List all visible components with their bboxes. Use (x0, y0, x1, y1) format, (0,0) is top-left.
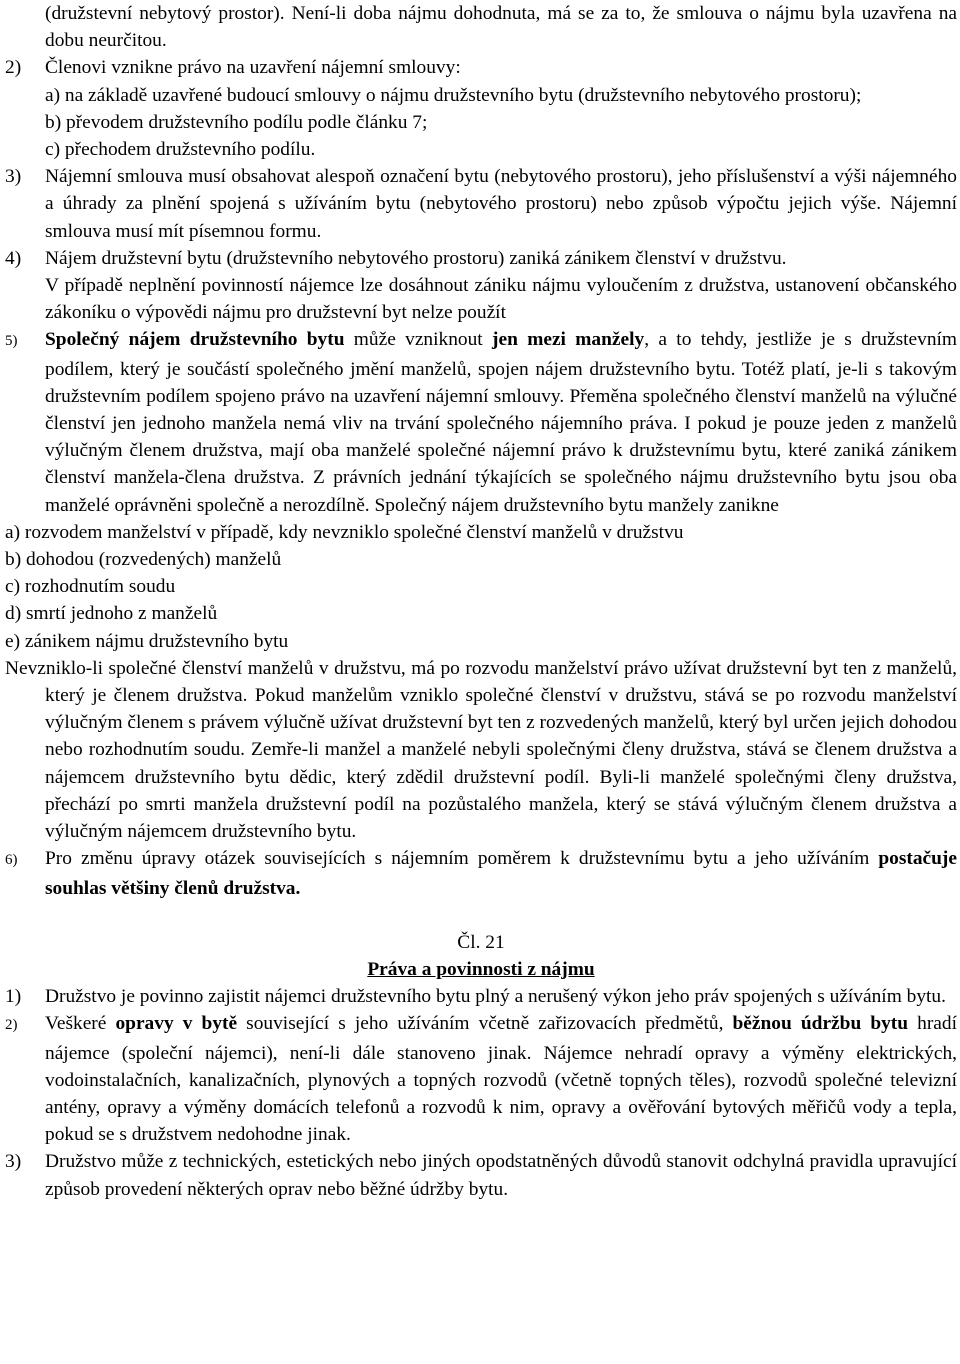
bold-text: postačuje souhlas většiny členů družstva. (45, 848, 957, 899)
list-item: c) rozhodnutím soudu (5, 576, 176, 598)
section-text: Nájemní smlouva musí obsahovat alespoň označení bytu (nebytového prostoru), jeho příslušenství a výši nájemného a úhrady za plnění spojená s užíváním bytu (nebytového prostoru) nebo způsob výpočtu jejich výše. Nájemní smlouva musí mít písemnou formu. (45, 166, 957, 242)
section-4 (5, 245, 957, 327)
list-item: b) převodem družstevního podílu podle článku 7; (45, 111, 428, 133)
article-item-2 (5, 1010, 957, 1148)
section-marker: 6) (5, 852, 18, 869)
article-title: Práva a povinnosti z nájmu (367, 958, 595, 980)
section-text: Družstvo může z technických, estetických nebo jiných opodstatněných důvodů stanovit odchylná pravidla upravující způsob provedení některých oprav nebo běžné údržby bytu. (45, 1151, 957, 1200)
section-marker: 2) (5, 57, 22, 79)
section-text: může vzniknout (344, 329, 493, 351)
section-text: Členovi vznikne právo na uzavření nájemní smlouvy: (45, 57, 461, 79)
list-item: b) dohodou (rozvedených) manželů (5, 549, 282, 571)
section-text: hradí nájemce (společní nájemci), není-li dále stanoveno jinak. Nájemce nehradí opravy a výměny elektrických, vodoinstalačních, kanalizačních, plynových a topných rozvodů (včetně topných těles), rozvodů společné televizní antény, opravy a výměny domácích telefonů a rozvodů k nim, opravy a ověřování bytových měřičů vody a tepla, pokud se s družstvem nedohodne jinak. (45, 1013, 957, 1146)
section-5 (5, 326, 957, 518)
termination-list (5, 519, 957, 655)
section-text: Veškeré (45, 1013, 116, 1035)
section-text: Nájem družstevní bytu (družstevního nebytového prostoru) zaniká zánikem členství v družstvu. (45, 247, 787, 269)
section-marker: 3) (5, 1151, 22, 1173)
section-marker: 5) (5, 333, 18, 350)
bold-text: běžnou údržbu bytu (732, 1013, 909, 1035)
article-item-3 (5, 1148, 957, 1202)
section-text: Pro změnu úpravy otázek souvisejících s nájemním poměrem k družstevnímu bytu a jeho užíváním (45, 848, 879, 870)
list-item: d) smrtí jednoho z manželů (5, 603, 218, 625)
spacer (5, 902, 957, 929)
section-3 (5, 163, 957, 245)
bold-text: jen mezi manžely (492, 329, 645, 351)
list-item: c) přechodem družstevního podílu. (45, 139, 316, 161)
section-2 (5, 54, 957, 163)
list-item: a) na základě uzavřené budoucí smlouvy o nájmu družstevního bytu (družstevního nebytového prostoru); (45, 84, 862, 106)
section-marker: 4) (5, 247, 22, 269)
article-number: Čl. 21 (457, 931, 505, 953)
section-6 (5, 845, 957, 901)
article-item-1 (5, 983, 957, 1010)
section-marker: 1) (5, 986, 22, 1008)
section-marker: 3) (5, 166, 22, 188)
continuation-paragraph: (družstevní nebytový prostor). Není-li doba nájmu dohodnuta, má se za to, že smlouva o nájmu byla uzavřena na dobu neurčitou. (45, 3, 957, 52)
section-marker: 2) (5, 1017, 18, 1034)
section-text: související s jeho užíváním včetně zařizovacích předmětů, (237, 1013, 733, 1035)
section-text: Družstvo je povinno zajistit nájemci družstevního bytu plný a nerušený výkon jeho práv spojených s užíváním bytu. (45, 986, 946, 1008)
divorce-paragraph: Nevzniklo-li společné členství manželů v družstvu, má po rozvodu manželství právo užívat družstevní byt ten z manželů, který je členem družstva. Pokud manželům vzniklo společné členství v družstvu, stává se po rozvodu manželství výlučným členem s právem výlučně užívat družstevní byt ten z rozvedených manželů, který byl určen jejich dohodou nebo rozhodnutím soudu. Zemře-li manžel a manželé nebyli společnými členy družstva, stává se členem družstva a nájemcem družstevního bytu dědic, který zdědil družstevní podíl. Byli-li manželé společnými členy družstva, přechází po smrti manžela družstevní podíl na pozůstalého manžela, který se stává výlučným členem družstva a výlučným nájemcem družstevního bytu. (5, 657, 957, 843)
section-text: , a to tehdy, jestliže je s družstevním podílem, který je součástí společného jmění manželů, spojen nájem družstevního bytu. Totéž platí, je-li s takovým družstevním podílem spojeno právo na uzavření nájemní smlouvy. Přeměna společného členství manželů na výlučné členství jen jednoho manžela nemá vliv na trvání společného nájemního práva. I pokud je pouze jeden z manželů výlučným členem družstva, mají oba manželé společné nájemní právo k družstevnímu bytu, které zaniká zánikem členství manžela-člena družstva. Z právních jednání týkajících se společného nájmu družstevního bytu jsou oba manželé oprávněni společně a nerozdílně. Společný nájem družstevního bytu manžely zanikne (45, 329, 957, 516)
list-item: a) rozvodem manželství v případě, kdy nevzniklo společné členství manželů v družstvu (5, 521, 684, 543)
bold-text: opravy v bytě (115, 1013, 238, 1035)
section-text: V případě neplnění povinností nájemce lze dosáhnout zániku nájmu vyloučením z družstva, ustanovení občanského zákoníku o výpovědi nájmu pro družstevní byt nelze použít (45, 275, 957, 324)
list-item: e) zánikem nájmu družstevního bytu (5, 630, 289, 652)
bold-text: Společný nájem družstevního bytu (45, 329, 345, 351)
